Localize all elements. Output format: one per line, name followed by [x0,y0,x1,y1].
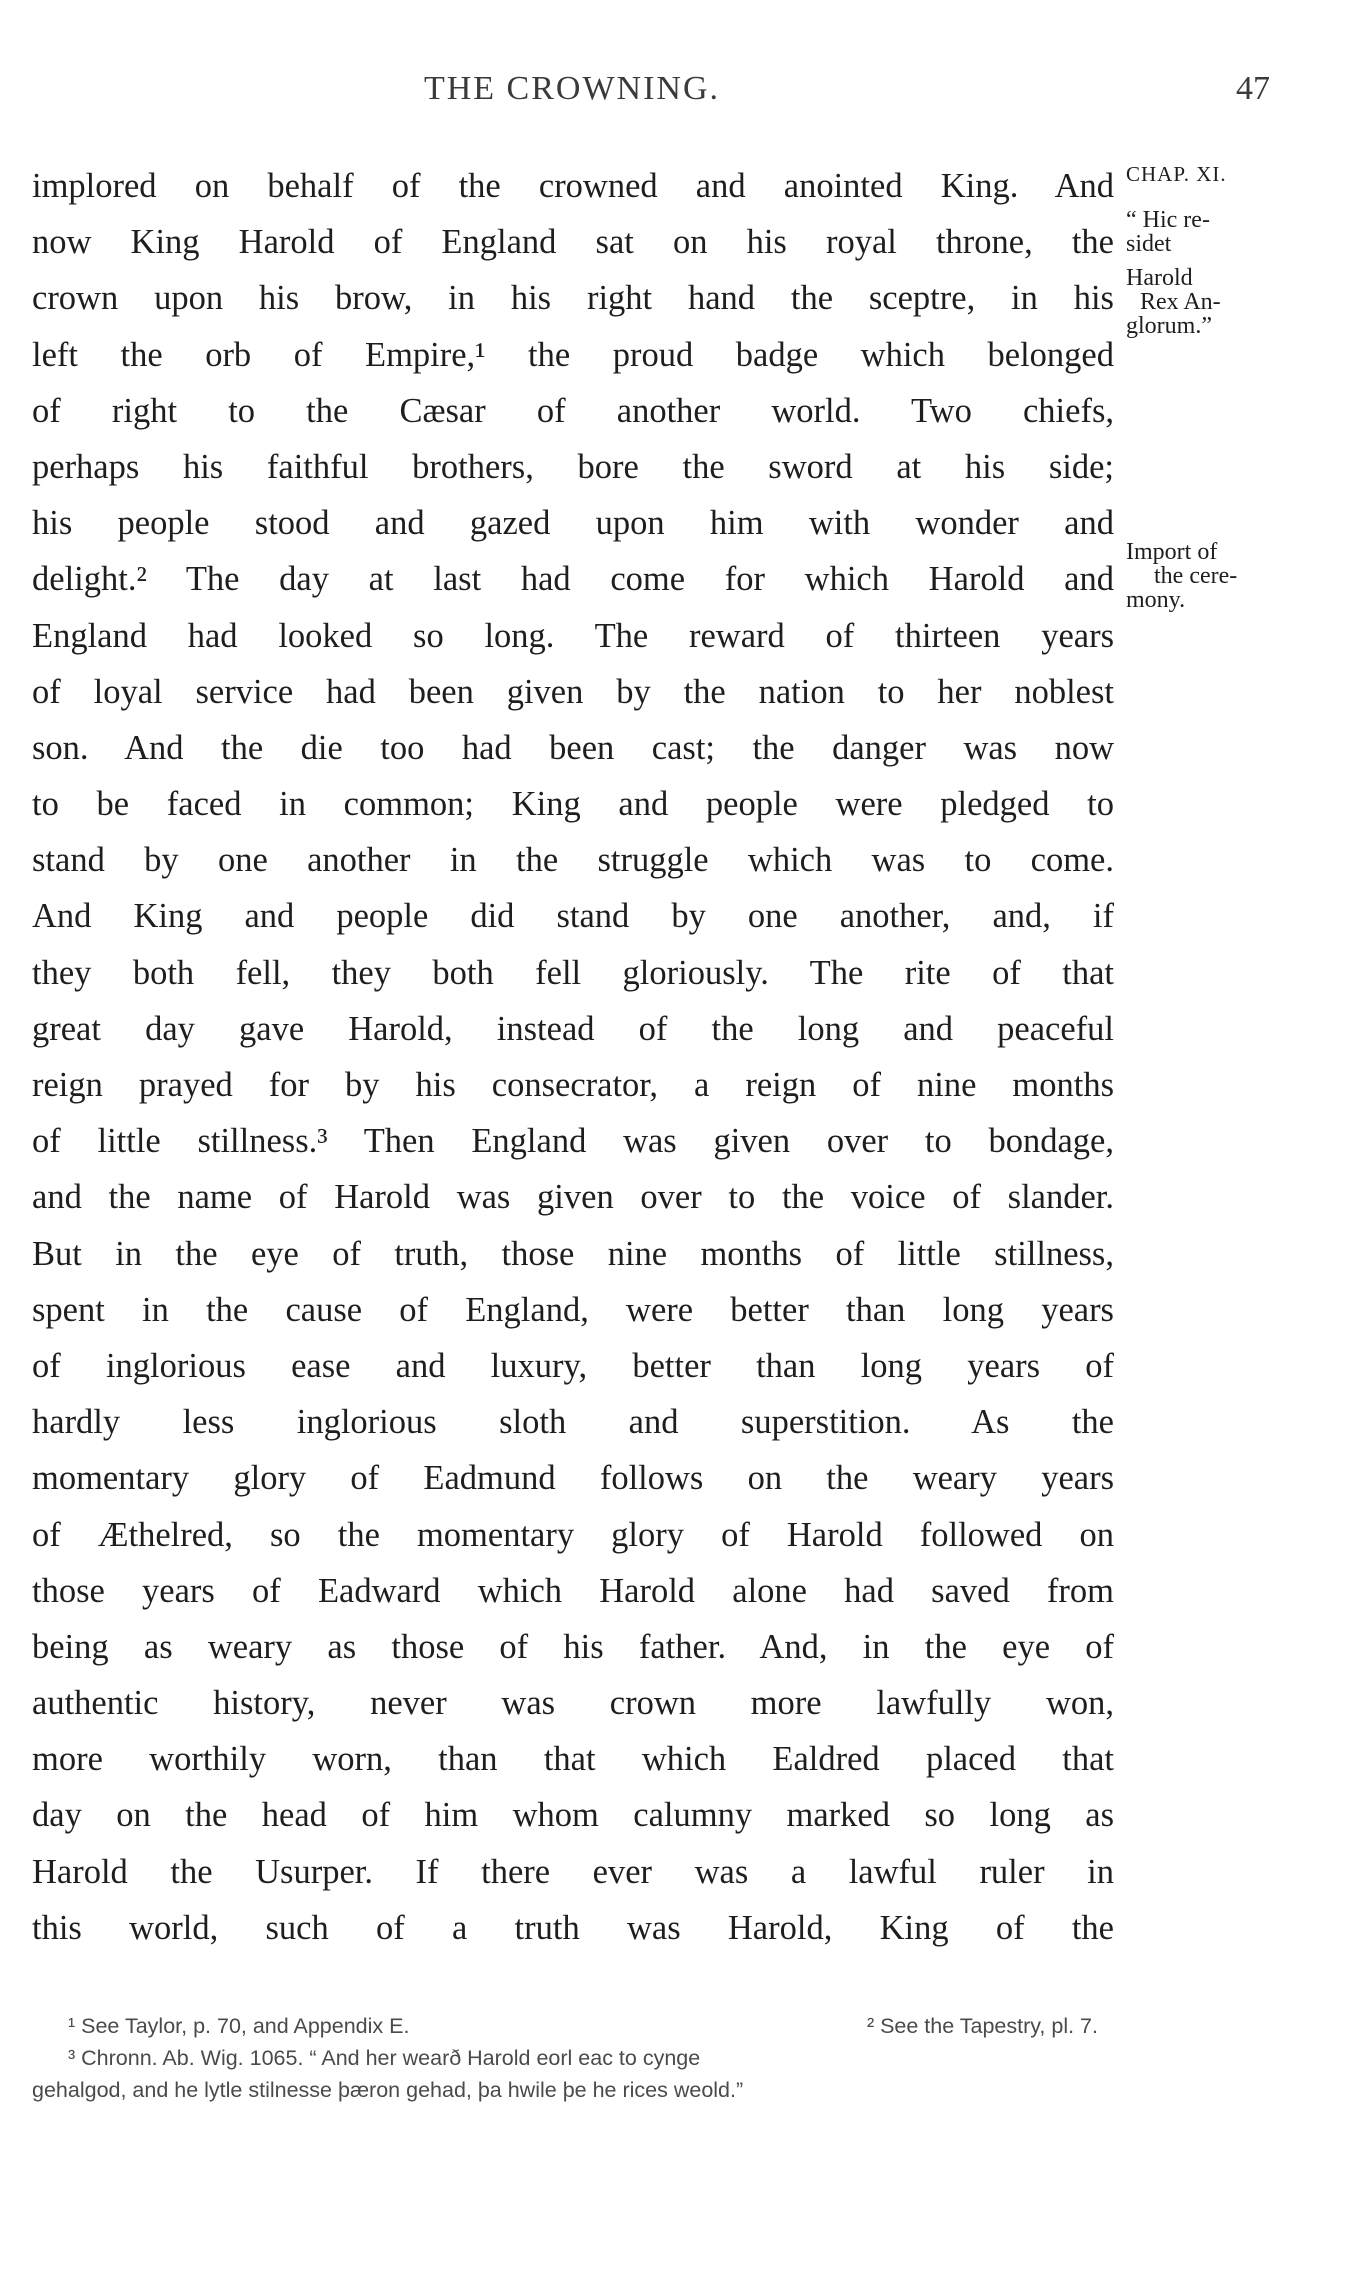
text-line: of little stillness.³ Then England was given over to bondage, [32,1122,1114,1161]
text-line: delight.² The day at last had come for which Harold and [32,560,1114,599]
text-line: authentic history, never was crown more lawfully won, [32,1684,1114,1723]
text-line: great day gave Harold, instead of the long and peaceful [32,1009,1114,1048]
text-line: spent in the cause of England, were better than long years [32,1290,1114,1329]
body-text [32,158,1114,1956]
text-line: now King Harold of England sat on his royal throne, the [32,223,1114,262]
footnote-row [32,2010,1114,2042]
chapter-marker [1126,162,1336,186]
text-line: of loyal service had been given by the nation to her noblest [32,672,1114,711]
margin-note-line: the cere- [1154,563,1238,589]
margin-note-line: Harold [1126,265,1193,291]
text-line: this world, such of a truth was Harold, King of the [32,1908,1114,1947]
margin-note-hic-residet [1126,208,1336,338]
margin-note-line: sidet [1126,231,1172,257]
text-line: those years of Eadward which Harold alone had saved from [32,1571,1114,1610]
text-line: perhaps his faithful brothers, bore the sword at his side; [32,447,1114,486]
text-line: Harold the Usurper. If there ever was a lawful ruler in [32,1852,1114,1891]
text-line: more worthily worn, than that which Ealdred placed that [32,1740,1114,1779]
margin-note-line: “ Hic re- [1126,207,1210,233]
margin-note-import [1126,540,1336,612]
footnotes [32,2010,1114,2106]
text-line: left the orb of Empire,¹ the proud badge which belonged [32,335,1114,374]
text-line: implored on behalf of the crowned and anointed King. And [32,167,1114,205]
text-line: they both fell, they both fell gloriously. The rite of that [32,953,1114,992]
text-line: And King and people did stand by one another, and, if [32,897,1114,936]
footnote-3-continued: gehalgod, and he lytle stilnesse þæron gehad, þa hwile þe he rices weold.” [32,2078,744,2102]
text-line: crown upon his brow, in his right hand the sceptre, in his [32,279,1114,318]
text-line: day on the head of him whom calumny marked so long as [32,1796,1114,1835]
page-header [32,70,1270,120]
running-head: THE CROWNING. [423,70,721,107]
text-line: and the name of Harold was given over to the voice of slander. [32,1178,1114,1217]
text-line: being as weary as those of his father. And, in the eye of [32,1627,1114,1666]
text-line: But in the eye of truth, those nine months of little stillness, [32,1234,1114,1273]
text-line: reign prayed for by his consecrator, a reign of nine months [32,1066,1114,1104]
text-line: hardly less inglorious sloth and superstition. As the [32,1403,1114,1442]
margin-note-line: glorum.” [1126,313,1212,339]
margin-note-line: Import of [1126,539,1218,565]
text-line: son. And the die too had been cast; the danger was now [32,728,1114,767]
footnote-3: ³ Chronn. Ab. Wig. 1065. “ And her wearð Harold eorl eac to cynge [68,2046,701,2070]
text-line: of Æthelred, so the momentary glory of Harold followed on [32,1515,1114,1554]
text-line: England had looked so long. The reward of thirteen years [32,616,1114,655]
margin-note-line: mony. [1126,587,1186,613]
chapter-label: CHAP. XI. [1126,162,1227,186]
text-line: of inglorious ease and luxury, better than long years of [32,1346,1114,1385]
footnote-1: ¹ See Taylor, p. 70, and Appendix E. [68,2014,410,2038]
text-line: his people stood and gazed upon him with wonder and [32,504,1114,543]
text-line: momentary glory of Eadmund follows on the weary years [32,1459,1114,1498]
footnote-2: ² See the Tapestry, pl. 7. [866,2014,1098,2038]
text-line: to be faced in common; King and people were pledged to [32,785,1114,824]
margin-note-line: Rex An- [1140,289,1221,315]
page-number: 47 [1236,70,1270,107]
text-line: of right to the Cæsar of another world. Two chiefs, [32,391,1114,430]
text-line: stand by one another in the struggle which was to come. [32,841,1114,880]
